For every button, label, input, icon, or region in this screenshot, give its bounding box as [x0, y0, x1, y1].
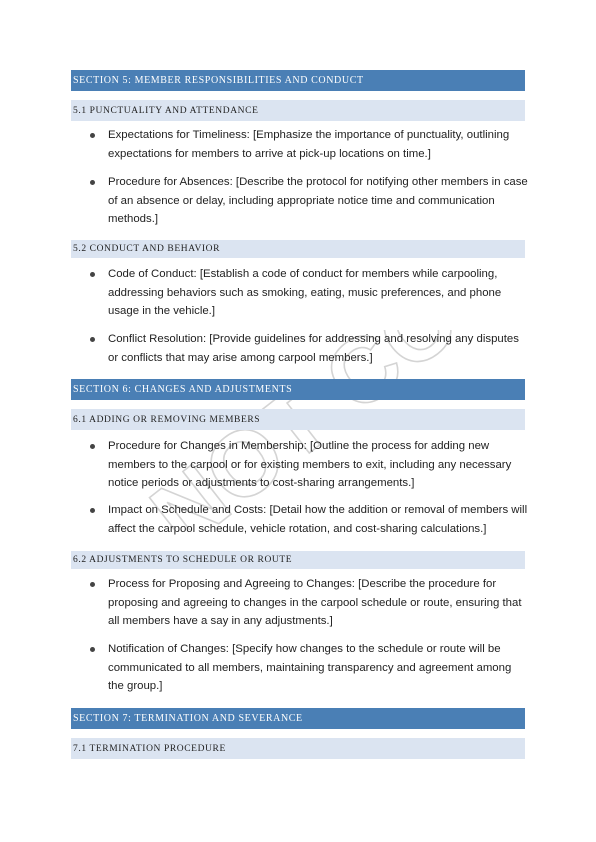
list-item-text: Impact on Schedule and Costs: [Detail how the addition or removal of members will affect the carpool schedule, vehicle rotation, and cost-sharing calculations.] — [108, 504, 528, 535]
list-item-text: Procedure for Absences: [Describe the protocol for notifying other members in case of an absence or delay, including appropriate notice time and communication methods.] — [108, 176, 528, 225]
bullet-icon — [90, 272, 95, 277]
subsection-6-1-heading: 6.1 ADDING OR REMOVING MEMBERS — [71, 409, 525, 430]
list-item-text: Expectations for Timeliness: [Emphasize the importance of punctuality, outlining expectations for members to arrive at pick-up locations on time.] — [108, 129, 510, 160]
list-item-text: Notification of Changes: [Specify how changes to the schedule or route will be communicated to all members, maintaining transparency and agreement among the group.] — [108, 643, 512, 692]
subsection-5-2-heading: 5.2 CONDUCT AND BEHAVIOR — [71, 240, 525, 258]
subsection-5-1-heading: 5.1 PUNCTUALITY AND ATTENDANCE — [71, 100, 525, 121]
bullet-icon — [90, 180, 95, 185]
section-6-heading: SECTION 6: CHANGES AND ADJUSTMENTS — [71, 379, 525, 400]
section-7-heading: SECTION 7: TERMINATION AND SEVERANCE — [71, 708, 525, 729]
list-item-text: Procedure for Changes in Membership: [Outline the process for adding new members to the carpool or for existing members to exit, including any necessary notice periods or adjustments to cost-sharing arrangements.] — [108, 440, 512, 489]
list-item-text: Conflict Resolution: [Provide guidelines for addressing and resolving any disputes or conflicts that may arise among carpool members.] — [108, 333, 519, 364]
bullet-icon — [90, 133, 95, 138]
subsection-7-1-heading: 7.1 TERMINATION PROCEDURE — [71, 738, 525, 759]
bullet-icon — [90, 647, 95, 652]
section-5-heading: SECTION 5: MEMBER RESPONSIBILITIES AND CONDUCT — [71, 70, 525, 91]
bullet-icon — [90, 508, 95, 513]
list-item-text: Code of Conduct: [Establish a code of conduct for members while carpooling, addressing behaviors such as smoking, eating, music preferences, and phone usage in the vehicle.] — [108, 268, 502, 317]
list-item-text: Process for Proposing and Agreeing to Changes: [Describe the procedure for proposing and agreeing to changes in the carpool schedule or route, ensuring that all members have a say in any adjustments.] — [108, 578, 522, 627]
subsection-6-2-heading: 6.2 ADJUSTMENTS TO SCHEDULE OR ROUTE — [71, 551, 525, 569]
bullet-icon — [90, 582, 95, 587]
bullet-icon — [90, 337, 95, 342]
bullet-icon — [90, 444, 95, 449]
